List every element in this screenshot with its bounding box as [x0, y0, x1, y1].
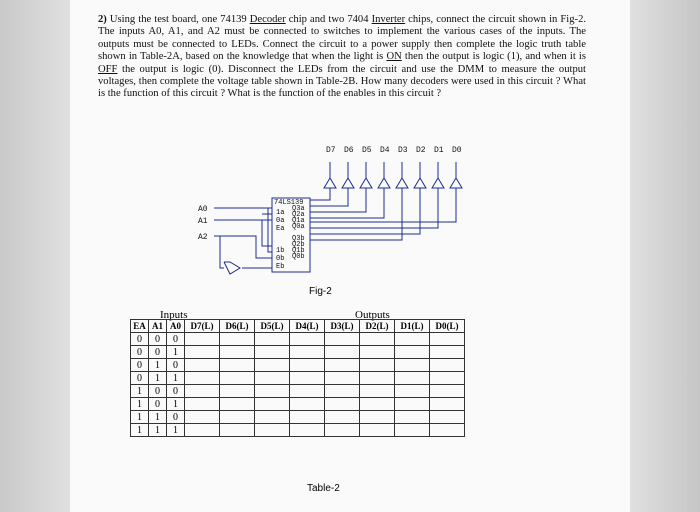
output-cell[interactable]	[255, 333, 290, 346]
output-cell[interactable]	[220, 385, 255, 398]
output-cell[interactable]	[255, 372, 290, 385]
figure-caption: Fig-2	[309, 286, 332, 297]
output-cell[interactable]	[290, 411, 325, 424]
chip-name: 74LS139	[274, 199, 304, 207]
output-cell[interactable]	[185, 346, 220, 359]
out-q1a: Q1a	[292, 217, 305, 225]
out-q3b: Q3b	[292, 235, 305, 243]
col-d4: D4(L)	[290, 320, 325, 333]
out-q3a: Q3a	[292, 205, 305, 213]
output-cell[interactable]	[255, 359, 290, 372]
text-part: the output is logic (0). Disconnect the LEDs from the circuit and use the DMM to measure the output voltages, then complete the voltage table shown in Table-2B. How many decoders were used in this circuit ? What is the function of this circuit ? What is the function of the enables in this circuit ?	[98, 63, 586, 100]
output-cell[interactable]	[255, 385, 290, 398]
pin-eb: Eb	[276, 263, 285, 271]
output-cell[interactable]	[290, 372, 325, 385]
output-cell[interactable]	[325, 333, 360, 346]
input-cell: 1	[131, 398, 149, 411]
label-a1: A1	[198, 217, 208, 226]
output-cell[interactable]	[360, 424, 395, 437]
label-a0: A0	[198, 205, 208, 214]
col-d5: D5(L)	[255, 320, 290, 333]
input-cell: 0	[131, 359, 149, 372]
led-d0	[450, 162, 462, 188]
output-cell[interactable]	[290, 385, 325, 398]
wire	[310, 188, 330, 200]
output-cell[interactable]	[255, 346, 290, 359]
output-cell[interactable]	[395, 385, 430, 398]
table-header-row	[131, 320, 465, 333]
output-cell[interactable]	[220, 411, 255, 424]
input-cell: 1	[131, 411, 149, 424]
input-cell: 0	[149, 385, 167, 398]
label-d6: D6	[344, 146, 354, 155]
output-cell[interactable]	[325, 359, 360, 372]
output-cell[interactable]	[220, 346, 255, 359]
output-cell[interactable]	[325, 411, 360, 424]
table-row	[131, 424, 465, 437]
led-d5	[360, 162, 372, 188]
wire-a1	[214, 220, 272, 246]
text-on: ON	[386, 51, 402, 63]
output-cell[interactable]	[430, 372, 465, 385]
output-cell[interactable]	[395, 333, 430, 346]
output-cell[interactable]	[290, 333, 325, 346]
out-q0a: Q0a	[292, 223, 305, 231]
out-q0b: Q0b	[292, 253, 305, 261]
output-cell[interactable]	[185, 372, 220, 385]
output-cell[interactable]	[220, 424, 255, 437]
col-d2: D2(L)	[360, 320, 395, 333]
output-cell[interactable]	[325, 372, 360, 385]
pin-0a: 0a	[276, 217, 285, 225]
output-cell[interactable]	[360, 411, 395, 424]
input-cell: 1	[149, 411, 167, 424]
input-cell: 0	[149, 398, 167, 411]
wire	[310, 188, 402, 240]
output-cell[interactable]	[325, 424, 360, 437]
input-cell: 1	[131, 424, 149, 437]
led-d4	[378, 162, 390, 188]
output-cell[interactable]	[185, 333, 220, 346]
output-cell[interactable]	[360, 346, 395, 359]
input-cell: 1	[167, 398, 185, 411]
output-cell[interactable]	[185, 359, 220, 372]
input-cell: 1	[167, 372, 185, 385]
output-cell[interactable]	[325, 346, 360, 359]
input-cell: 0	[149, 333, 167, 346]
table-row	[131, 359, 465, 372]
pin-0b: 0b	[276, 255, 285, 263]
col-a0: A0	[167, 320, 185, 333]
output-cell[interactable]	[395, 346, 430, 359]
output-cell[interactable]	[290, 359, 325, 372]
output-cell[interactable]	[325, 398, 360, 411]
input-cell: 0	[167, 333, 185, 346]
output-cell[interactable]	[430, 333, 465, 346]
wire	[310, 188, 456, 222]
label-d4: D4	[380, 146, 390, 155]
output-cell[interactable]	[255, 411, 290, 424]
led-d7	[324, 162, 336, 188]
label-a2: A2	[198, 233, 208, 242]
output-cell[interactable]	[395, 398, 430, 411]
table-row	[131, 385, 465, 398]
led-d6	[342, 162, 354, 188]
label-d7: D7	[326, 146, 336, 155]
inputs-header: Inputs	[160, 309, 188, 321]
input-cell: 0	[131, 346, 149, 359]
pin-1b: 1b	[276, 247, 285, 255]
table-row	[131, 372, 465, 385]
output-cell[interactable]	[430, 385, 465, 398]
output-cell[interactable]	[290, 398, 325, 411]
led-d2	[414, 162, 426, 188]
output-cell[interactable]	[185, 424, 220, 437]
text-off: OFF	[98, 63, 118, 75]
wire	[310, 188, 384, 218]
input-cell: 1	[149, 359, 167, 372]
output-cell[interactable]	[220, 359, 255, 372]
output-cell[interactable]	[395, 359, 430, 372]
input-cell: 1	[149, 372, 167, 385]
out-q2b: Q2b	[292, 241, 305, 249]
text-decoder: Decoder	[249, 14, 286, 25]
pin-1a: 1a	[276, 209, 285, 217]
input-cell: 0	[131, 372, 149, 385]
output-cell[interactable]	[255, 398, 290, 411]
label-d3: D3	[398, 146, 408, 155]
input-cell: 1	[167, 346, 185, 359]
output-cell[interactable]	[395, 424, 430, 437]
col-d0: D0(L)	[430, 320, 465, 333]
input-cell: 0	[167, 385, 185, 398]
table-caption: Table-2	[307, 483, 340, 494]
wire-a0	[214, 208, 272, 252]
col-d6: D6(L)	[220, 320, 255, 333]
question-number: 2)	[98, 14, 107, 25]
output-cell[interactable]	[430, 411, 465, 424]
led-d3	[396, 162, 408, 188]
col-d7: D7(L)	[185, 320, 220, 333]
output-cell[interactable]	[360, 333, 395, 346]
output-cell[interactable]	[430, 359, 465, 372]
output-cell[interactable]	[395, 411, 430, 424]
output-cell[interactable]	[290, 424, 325, 437]
output-cell[interactable]	[220, 333, 255, 346]
output-cell[interactable]	[255, 424, 290, 437]
table-row	[131, 411, 465, 424]
input-cell: 0	[149, 346, 167, 359]
col-ea: EA	[131, 320, 149, 333]
input-cell: 0	[167, 359, 185, 372]
wire	[220, 236, 224, 268]
output-cell[interactable]	[185, 411, 220, 424]
out-q2a: Q2a	[292, 211, 305, 219]
table-row	[131, 333, 465, 346]
text-part: Using the test board, one 74139	[109, 14, 250, 25]
wire	[256, 208, 272, 220]
text-part: chips, connect the circuit shown in Fig-2. The inputs A0, A1, and A2 must be connected to switches to implement the various cases of the inputs. The outputs must be connected to LEDs. Connect the circuit to a power supply then complete the logic truth table shown in Table-2A, based on the knowledge that when the light is	[98, 14, 587, 63]
label-d0: D0	[452, 146, 462, 155]
wire	[310, 188, 348, 206]
table-row	[131, 346, 465, 359]
wire	[310, 188, 420, 234]
output-cell[interactable]	[325, 385, 360, 398]
inverter-gate	[224, 262, 240, 274]
wire-a2	[214, 236, 272, 258]
output-cell[interactable]	[360, 359, 395, 372]
output-cell[interactable]	[220, 372, 255, 385]
input-cell: 0	[131, 333, 149, 346]
led-d1	[432, 162, 444, 188]
output-cell[interactable]	[220, 398, 255, 411]
output-cell[interactable]	[395, 372, 430, 385]
label-d2: D2	[416, 146, 426, 155]
outputs-header: Outputs	[355, 309, 390, 321]
output-cell[interactable]	[185, 385, 220, 398]
out-q1b: Q1b	[292, 247, 305, 255]
text-part: chip and two 7404	[285, 14, 372, 25]
output-cell[interactable]	[185, 398, 220, 411]
input-cell: 1	[131, 385, 149, 398]
output-cell[interactable]	[430, 398, 465, 411]
output-cell[interactable]	[360, 385, 395, 398]
input-cell: 0	[167, 411, 185, 424]
input-cell: 1	[167, 424, 185, 437]
output-cell[interactable]	[290, 346, 325, 359]
col-d3: D3(L)	[325, 320, 360, 333]
pin-ea: Ea	[276, 225, 285, 233]
truth-table	[130, 319, 465, 437]
output-cell[interactable]	[360, 372, 395, 385]
col-d1: D1(L)	[395, 320, 430, 333]
output-cell[interactable]	[360, 398, 395, 411]
output-cell[interactable]	[430, 424, 465, 437]
text-inverter: Inverter	[371, 14, 406, 25]
input-cell: 1	[149, 424, 167, 437]
table-row	[131, 398, 465, 411]
col-a1: A1	[149, 320, 167, 333]
label-d1: D1	[434, 146, 444, 155]
text-part: then the output is logic (1), and when it is	[401, 51, 586, 63]
label-d5: D5	[362, 146, 372, 155]
output-cell[interactable]	[430, 346, 465, 359]
